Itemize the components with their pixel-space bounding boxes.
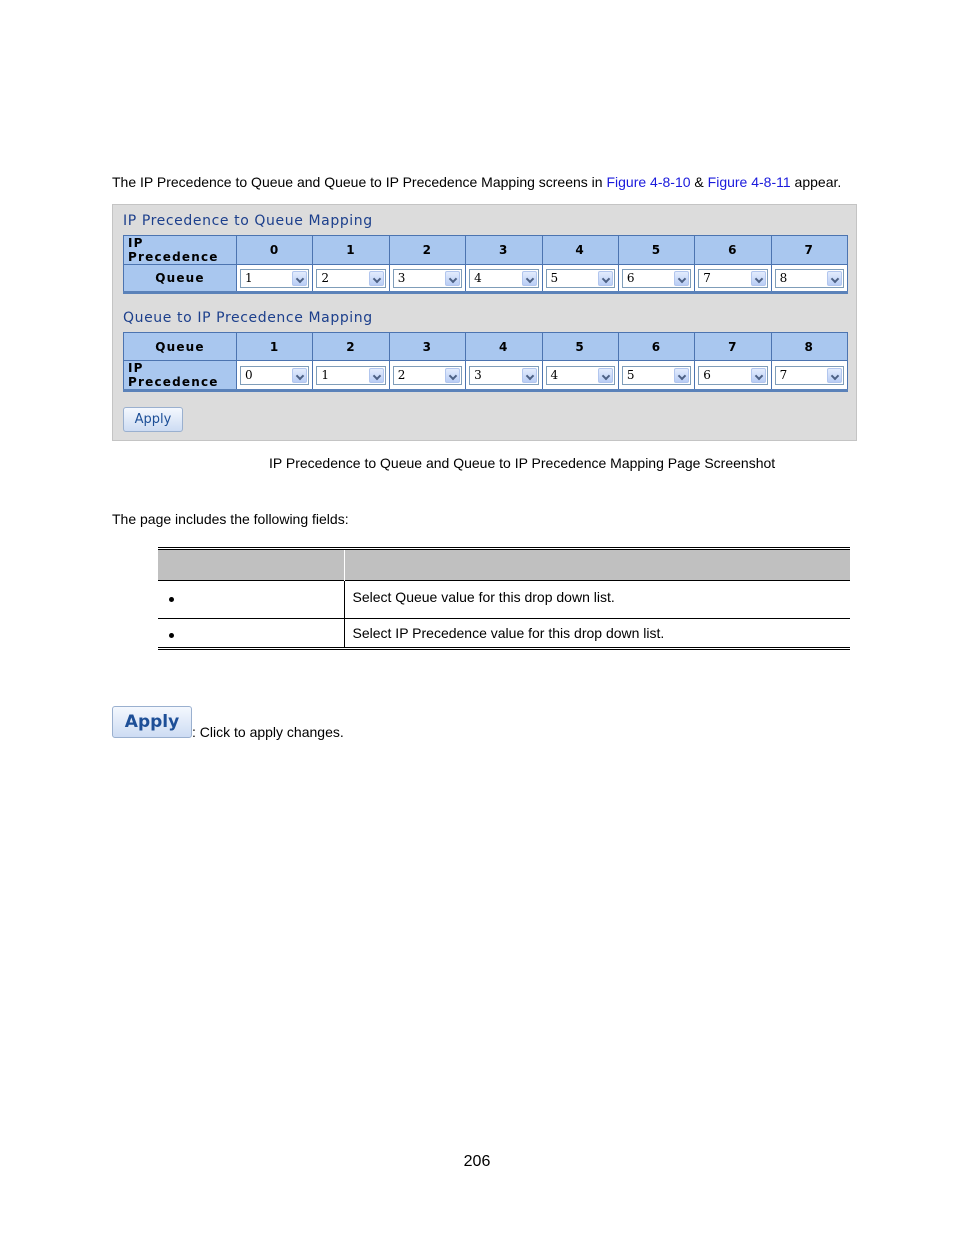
chevron-down-icon xyxy=(598,271,613,286)
apply-button[interactable]: Apply xyxy=(123,407,183,432)
queue-select-precedence-6[interactable]: 7 xyxy=(698,269,767,288)
table-row xyxy=(158,619,850,649)
fields-header-row xyxy=(158,549,850,581)
apply-button-image[interactable]: Apply xyxy=(112,706,192,738)
chevron-down-icon xyxy=(827,271,842,286)
page-number: 206 xyxy=(463,1153,491,1170)
queue-select-precedence-7[interactable]: 8 xyxy=(775,269,844,288)
chevron-down-icon xyxy=(445,271,460,286)
chevron-down-icon xyxy=(674,271,689,286)
fields-header-object xyxy=(158,549,344,581)
header-cell: 6 xyxy=(618,333,694,361)
chevron-down-icon xyxy=(827,368,842,383)
chevron-down-icon xyxy=(292,271,307,286)
header-cell: 1 xyxy=(237,333,313,361)
table-header-row xyxy=(124,236,848,265)
figure-link-4-8-11[interactable]: Figure 4-8-11 xyxy=(707,174,791,190)
intro-text-before: The IP Precedence to Queue and Queue to IP Precedence Mapping screens in xyxy=(112,174,607,190)
chevron-down-icon xyxy=(369,368,384,383)
header-cell: 7 xyxy=(771,236,847,265)
intro-paragraph xyxy=(112,174,841,190)
table-row xyxy=(124,361,848,391)
header-cell: 4 xyxy=(542,236,618,265)
ip-precedence-select-queue-3[interactable]: 2 xyxy=(393,366,462,385)
bullet-icon xyxy=(169,597,174,602)
fields-intro: The page includes the following fields: xyxy=(112,511,349,527)
chevron-down-icon xyxy=(674,368,689,383)
queue-to-ip-precedence-table xyxy=(123,332,848,392)
ip-precedence-select-queue-1[interactable]: 0 xyxy=(240,366,309,385)
ip-precedence-select-queue-2[interactable]: 1 xyxy=(316,366,385,385)
queue-select-precedence-1[interactable]: 2 xyxy=(316,269,385,288)
row-label-queue: Queue xyxy=(124,265,237,293)
header-cell: 3 xyxy=(389,333,465,361)
queue-select-precedence-5[interactable]: 6 xyxy=(622,269,691,288)
header-cell: 4 xyxy=(466,333,542,361)
header-cell: 3 xyxy=(466,236,542,265)
fields-header-description xyxy=(344,549,850,581)
header-label-ip-precedence: IP Precedence xyxy=(124,236,237,265)
chevron-down-icon xyxy=(522,271,537,286)
chevron-down-icon xyxy=(522,368,537,383)
queue-select-precedence-0[interactable]: 1 xyxy=(240,269,309,288)
field-object-cell xyxy=(158,581,344,619)
ip-precedence-select-queue-4[interactable]: 3 xyxy=(469,366,538,385)
row-label-ip-precedence: IP Precedence xyxy=(124,361,237,391)
header-cell: 1 xyxy=(313,236,389,265)
intro-text-after: appear. xyxy=(790,174,842,190)
ip-precedence-select-queue-6[interactable]: 5 xyxy=(622,366,691,385)
ip-precedence-select-queue-5[interactable]: 4 xyxy=(546,366,615,385)
header-cell: 2 xyxy=(313,333,389,361)
mapping-screenshot-panel xyxy=(112,204,857,441)
queue-select-precedence-2[interactable]: 3 xyxy=(393,269,462,288)
apply-description: : Click to apply changes. xyxy=(192,724,344,740)
header-cell: 7 xyxy=(695,333,771,361)
table-row xyxy=(124,265,848,293)
ip-precedence-select-queue-8[interactable]: 7 xyxy=(775,366,844,385)
header-cell: 6 xyxy=(695,236,771,265)
figure-link-4-8-10[interactable]: Figure 4-8-10 xyxy=(606,174,691,190)
queue-to-ip-precedence-title: Queue to IP Precedence Mapping xyxy=(123,310,373,326)
header-cell: 5 xyxy=(618,236,694,265)
figure-caption: IP Precedence to Queue and Queue to IP Precedence Mapping Page Screenshot xyxy=(269,455,776,471)
header-cell: 0 xyxy=(237,236,313,265)
queue-select-precedence-3[interactable]: 4 xyxy=(469,269,538,288)
ip-precedence-to-queue-title: IP Precedence to Queue Mapping xyxy=(123,213,373,229)
field-object-cell xyxy=(158,619,344,649)
field-description: Select IP Precedence value for this drop down list. xyxy=(344,619,850,649)
chevron-down-icon xyxy=(598,368,613,383)
table-row xyxy=(158,581,850,619)
intro-text-mid: & xyxy=(690,174,708,190)
ip-precedence-select-queue-7[interactable]: 6 xyxy=(698,366,767,385)
chevron-down-icon xyxy=(292,368,307,383)
header-cell: 5 xyxy=(542,333,618,361)
chevron-down-icon xyxy=(445,368,460,383)
chevron-down-icon xyxy=(751,368,766,383)
queue-select-precedence-4[interactable]: 5 xyxy=(546,269,615,288)
header-cell: 8 xyxy=(771,333,847,361)
fields-table xyxy=(158,547,850,650)
chevron-down-icon xyxy=(751,271,766,286)
field-description: Select Queue value for this drop down list. xyxy=(344,581,850,619)
chevron-down-icon xyxy=(369,271,384,286)
bullet-icon xyxy=(169,633,174,638)
header-cell: 2 xyxy=(389,236,465,265)
header-label-queue: Queue xyxy=(124,333,237,361)
table-header-row xyxy=(124,333,848,361)
ip-precedence-to-queue-table xyxy=(123,235,848,294)
